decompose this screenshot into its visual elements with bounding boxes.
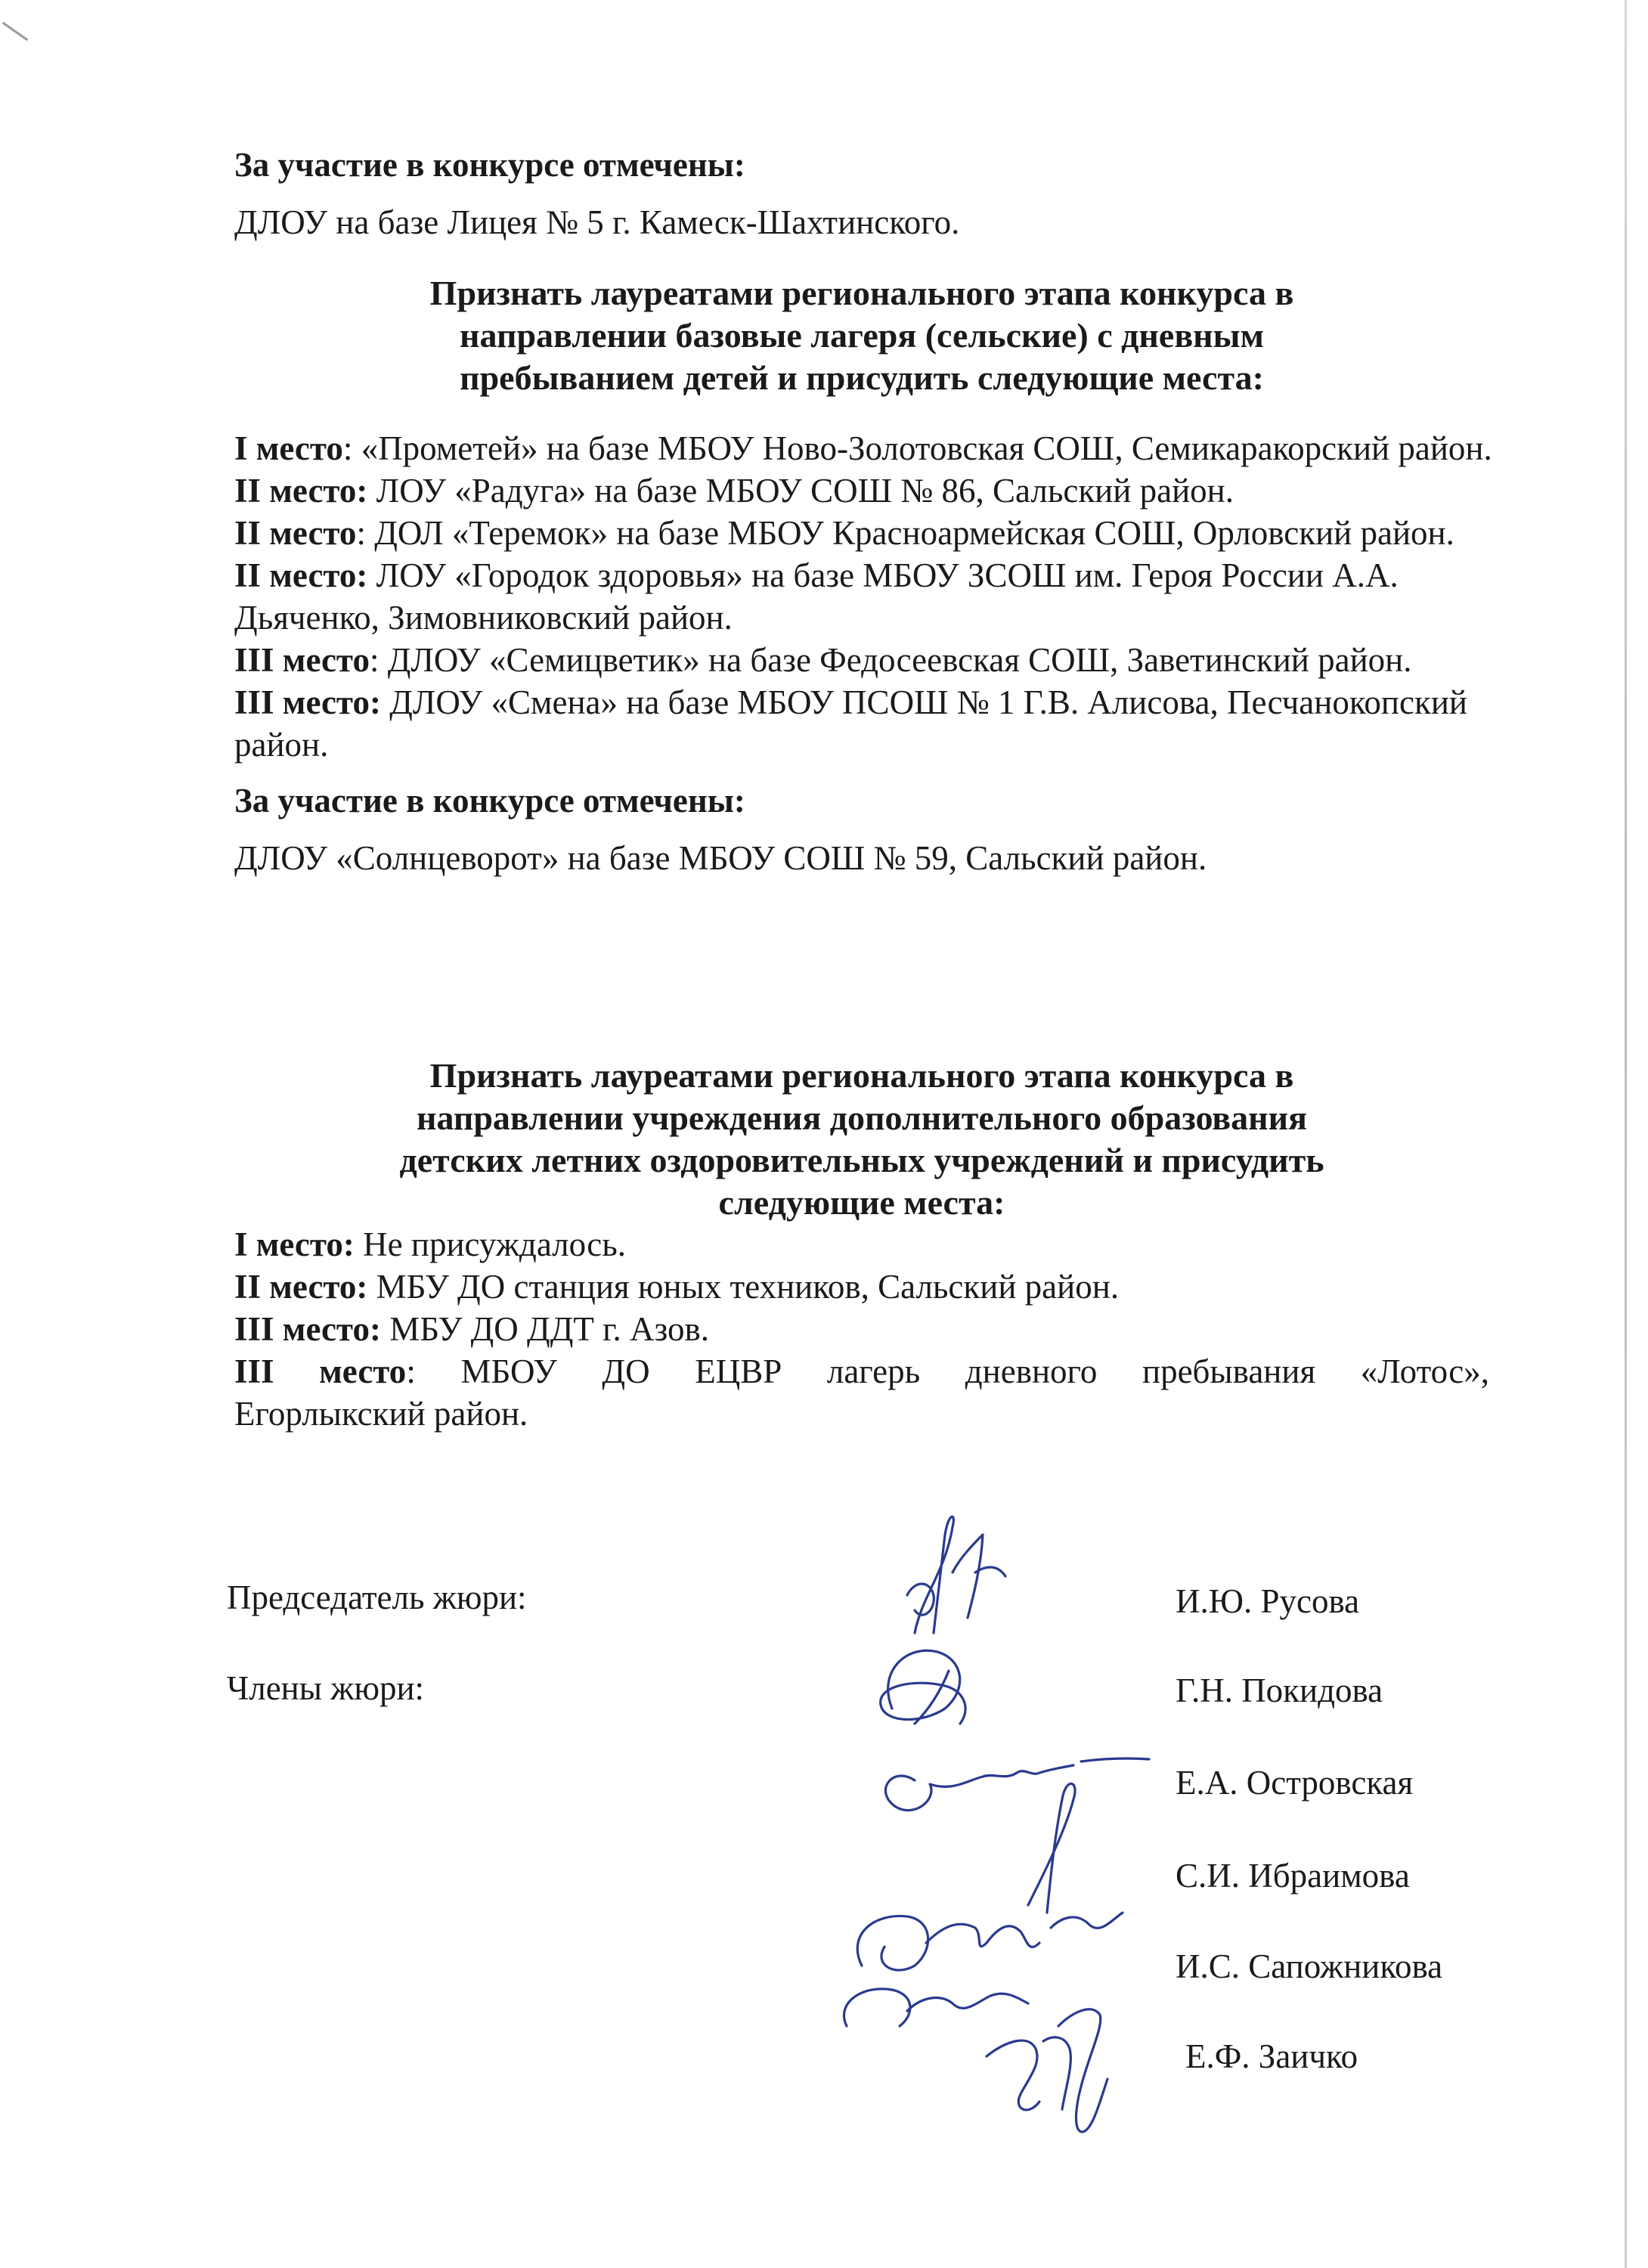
place-entry: [234, 512, 1504, 554]
place-text: ЛОУ «Радуга» на базе МБОУ СОШ № 86, Сальский район.: [367, 472, 1234, 510]
section1: [234, 144, 1489, 243]
section2-heading: [227, 272, 1497, 399]
participation-heading: За участие в конкурсе отмечены:: [234, 782, 745, 820]
section2-heading-line: направлении базовые лагеря (сельские) с дневным: [460, 316, 1264, 355]
place-entry: [234, 554, 1504, 639]
place-label: III место:: [234, 683, 381, 721]
place-label: I место: [234, 429, 343, 467]
place-text: ЛОУ «Городок здоровья» на базе МБОУ ЗСОШ им. Героя России А.А. Дьяченко, Зимовниковский район.: [234, 556, 1399, 637]
participation-text: ДЛОУ «Солнцеворот» на базе МБОУ СОШ № 59, Сальский район.: [234, 839, 1207, 877]
place-label: II место:: [234, 556, 368, 594]
place-entry-justified: [234, 1350, 1489, 1393]
signatory-name: И.С. Сапожникова: [1176, 1947, 1443, 1985]
place-text: ДОЛ «Теремок» на базе МБОУ Красноармейская СОШ, Орловский район.: [365, 514, 1454, 552]
signatory-name: Е.А. Островская: [1176, 1764, 1414, 1802]
section1-text: ДЛОУ на базе Лицея № 5 г. Камеск-Шахтинского.: [234, 203, 960, 241]
signature-member-2: [885, 1758, 1149, 1811]
section3-heading-line: следующие места:: [718, 1183, 1005, 1222]
section1-heading: За участие в конкурсе отмечены:: [234, 146, 745, 184]
chair-label: Председатель жюри:: [227, 1579, 527, 1616]
members-label: Члены жюри:: [227, 1669, 425, 1707]
place-entry: [234, 1308, 1489, 1350]
scan-edge-line: [1625, 0, 1627, 2268]
place-label: I место:: [234, 1225, 355, 1263]
place-sep: :: [369, 641, 379, 679]
section3-heading: [227, 1055, 1497, 1224]
section2-heading-line: пребыванием детей и присудить следующие места:: [460, 358, 1264, 397]
place-text: ДЛОУ «Семицветик» на базе Федосеевская СОШ, Заветинский район.: [379, 641, 1412, 679]
signature-chair: [907, 1517, 1005, 1633]
signatory-name: И.Ю. Русова: [1176, 1582, 1360, 1620]
section2-places: [234, 427, 1504, 879]
place-entry: [234, 1223, 1489, 1266]
place-label: II место:: [234, 1268, 368, 1306]
place-label: II место:: [234, 472, 368, 510]
place-sep: :: [406, 1352, 416, 1390]
section3-heading-line: Признать лауреатами регионального этапа конкурса в: [429, 1056, 1294, 1095]
signature-member-4: [844, 1989, 1028, 2026]
signature-member-5: [987, 2009, 1107, 2132]
place-entry: [234, 639, 1504, 681]
place-label: III место:: [234, 1310, 381, 1348]
place-entry: [234, 681, 1504, 766]
place-entry-continuation: Егорлыкский район.: [234, 1395, 528, 1433]
place-label: III место: [234, 1352, 407, 1390]
place-sep: :: [342, 429, 353, 467]
place-entry: [234, 469, 1504, 512]
place-text: Не присуждалось.: [354, 1225, 627, 1263]
section3-heading-line: детских летних оздоровительных учреждений и присудить: [399, 1141, 1324, 1179]
place-text: «Прометей» на базе МБОУ Ново-Золотовская СОШ, Семикаракорский район.: [352, 429, 1492, 467]
signatory-name: Е.Ф. Заичко: [1185, 2037, 1358, 2075]
signature-strokes: [844, 1517, 1149, 2132]
section2-heading-line: Признать лауреатами регионального этапа конкурса в: [429, 274, 1294, 312]
place-entry: [234, 1266, 1489, 1308]
signatory-name: Г.Н. Покидова: [1176, 1672, 1383, 1709]
place-text: МБУ ДО ДДТ г. Азов.: [380, 1310, 710, 1348]
place-text: МБУ ДО станция юных техников, Сальский район.: [367, 1268, 1120, 1306]
place-label: III место: [234, 641, 370, 679]
place-text: ДЛОУ «Смена» на базе МБОУ ПСОШ № 1 Г.В. Алисова, Песчанокопский район.: [234, 683, 1467, 764]
section3-heading-line: направлении учреждения дополнительного образования: [416, 1098, 1308, 1137]
place-text: МБОУ ДО ЕЦВР лагерь дневного пребывания «Лотос»,: [415, 1352, 1489, 1390]
signature-member-1: [881, 1650, 965, 1724]
place-sep: :: [356, 514, 366, 552]
place-entry: [234, 427, 1504, 469]
place-label: II место: [234, 514, 357, 552]
scan-corner-mark: [2, 22, 28, 41]
section3-places: [234, 1223, 1489, 1435]
signature-member-3: [857, 1783, 1123, 1970]
handwritten-signatures: [801, 1482, 1270, 2177]
signatory-name: С.И. Ибраимова: [1176, 1857, 1410, 1895]
